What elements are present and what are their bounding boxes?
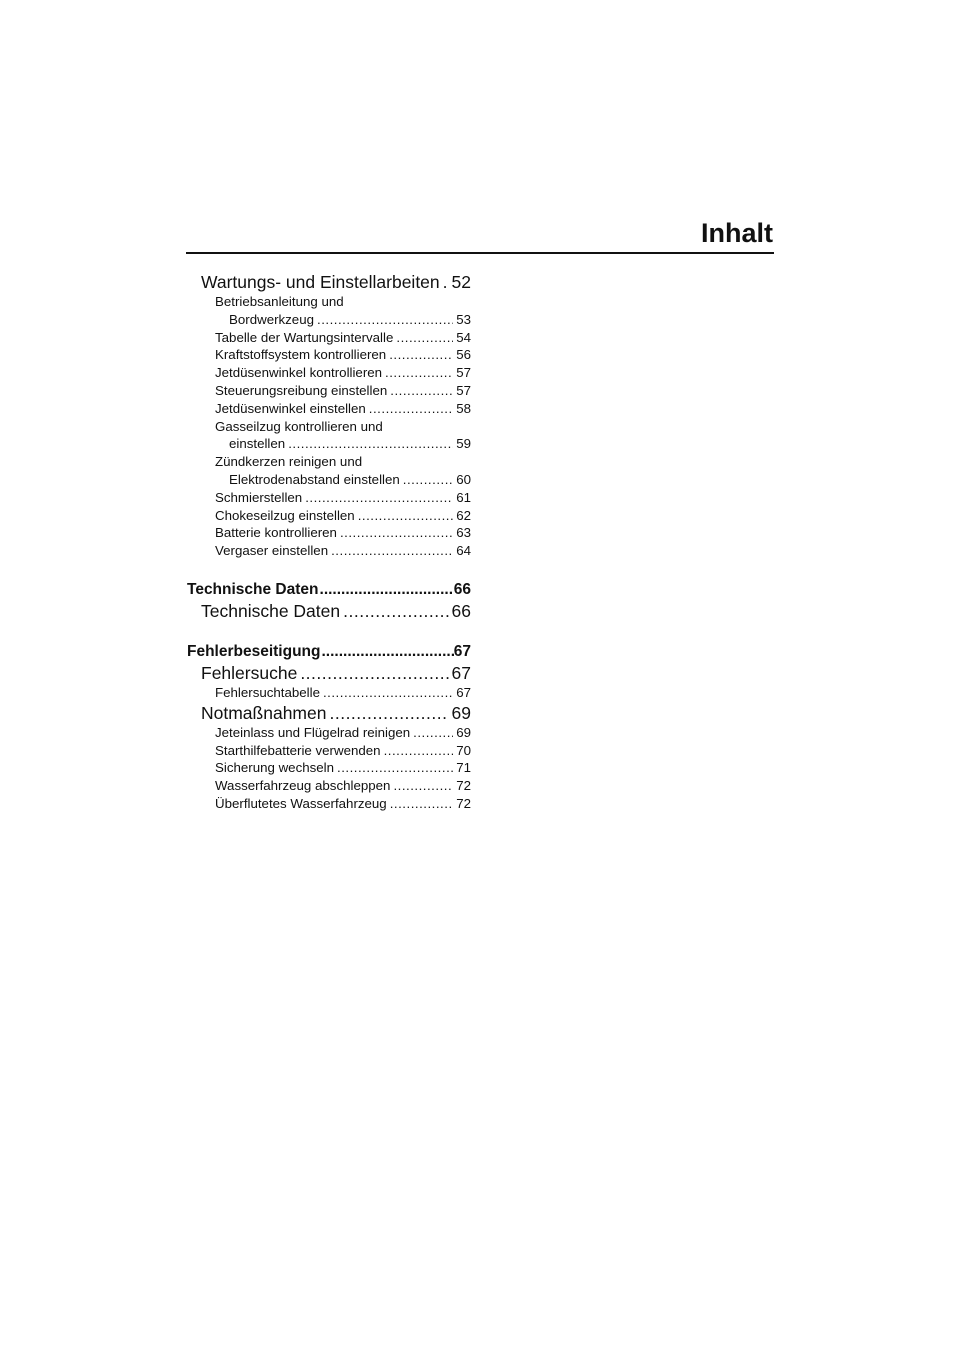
- toc-entry-title: Jeteinlass und Flügelrad reinigen: [215, 724, 411, 740]
- toc-page-number: 53: [456, 311, 471, 327]
- leader-dots: [393, 777, 453, 795]
- toc-chapter-title: Technische Daten: [187, 580, 319, 598]
- toc-entry-title: Chokeseilzug einstellen: [215, 507, 355, 523]
- toc-page-number: 60: [456, 471, 471, 487]
- toc-entry-title-line1: Zündkerzen reinigen und: [215, 454, 363, 470]
- toc-entry-title: Kraftstoffsystem kontrollieren: [215, 347, 387, 363]
- leader-dots: [343, 600, 448, 622]
- toc-entry-wartung[interactable]: [187, 271, 471, 293]
- toc-entry-title: Wartungs- und Einstellarbeiten: [201, 272, 440, 292]
- toc-page-number: 72: [456, 778, 471, 794]
- toc-page-number: 54: [456, 329, 471, 345]
- leader-dots: [443, 271, 449, 293]
- leader-dots: [320, 580, 454, 600]
- toc-entry-fehlersuche[interactable]: [187, 662, 471, 684]
- page-title: Inhalt: [701, 218, 773, 248]
- leader-dots: [389, 346, 453, 364]
- toc-entry-title: Wasserfahrzeug abschleppen: [215, 778, 391, 794]
- leader-dots: [305, 489, 453, 507]
- toc-entry-sicherung[interactable]: [187, 759, 471, 777]
- toc-entry-fehlersuchtabelle[interactable]: [187, 684, 471, 702]
- leader-dots: [385, 364, 453, 382]
- toc-entry-gasseilzug[interactable]: [187, 418, 471, 454]
- toc-entry-schmierstellen[interactable]: [187, 489, 471, 507]
- toc-entry-title: Fehlersuche: [201, 662, 298, 683]
- leader-dots: [288, 435, 453, 453]
- toc-entry-notmassnahmen[interactable]: [187, 702, 471, 724]
- toc-entry-zuendkerzen[interactable]: [187, 453, 471, 489]
- toc-page-number: 57: [456, 382, 471, 398]
- leader-dots: [322, 642, 454, 662]
- toc-entry-wartungsintervalle[interactable]: [187, 329, 471, 347]
- toc-entry-title: einstellen: [229, 436, 286, 452]
- toc-page-number: 62: [456, 507, 471, 523]
- toc-entry-technische-daten[interactable]: [187, 600, 471, 622]
- leader-dots: [358, 507, 454, 525]
- leader-dots: [396, 329, 453, 347]
- toc-entry-title: Bordwerkzeug: [229, 311, 314, 327]
- section-spacer: [187, 622, 471, 642]
- leader-dots: [403, 471, 453, 489]
- toc-entry-title: Überflutetes Wasserfahrzeug: [215, 795, 387, 811]
- leader-dots: [317, 311, 453, 329]
- toc-page-number: 67: [451, 662, 471, 683]
- toc-page-number: 70: [456, 742, 471, 758]
- toc-page-number: 67: [456, 684, 471, 700]
- leader-dots: [331, 542, 453, 560]
- toc-entry-jetduesenwinkel-einstellen[interactable]: [187, 400, 471, 418]
- section-spacer: [187, 560, 471, 580]
- toc-entry-kraftstoffsystem[interactable]: [187, 346, 471, 364]
- toc-page-number: 63: [456, 525, 471, 541]
- toc-page-number: 66: [453, 580, 471, 598]
- toc-chapter-technische-daten[interactable]: [187, 580, 471, 600]
- toc-page-number: 59: [456, 436, 471, 452]
- toc-entry-title: Notmaßnahmen: [201, 702, 327, 723]
- leader-dots: [413, 724, 453, 742]
- table-of-contents: [187, 271, 471, 813]
- leader-dots: [340, 524, 453, 542]
- toc-entry-jetduesenwinkel-kontrollieren[interactable]: [187, 364, 471, 382]
- toc-page-number: 67: [453, 642, 471, 660]
- toc-entry-title: Vergaser einstellen: [215, 543, 329, 559]
- toc-entry-batterie[interactable]: [187, 524, 471, 542]
- leader-dots: [337, 759, 453, 777]
- toc-page-number: 57: [456, 365, 471, 381]
- toc-entry-title: Schmierstellen: [215, 489, 303, 505]
- toc-page-number: 69: [451, 702, 471, 723]
- toc-entry-ueberflutet[interactable]: [187, 795, 471, 813]
- toc-entry-title: Jetdüsenwinkel einstellen: [215, 400, 366, 416]
- leader-dots: [390, 795, 453, 813]
- title-rule: [186, 252, 774, 254]
- leader-dots: [329, 702, 448, 724]
- toc-entry-abschleppen[interactable]: [187, 777, 471, 795]
- toc-entry-title: Fehlersuchtabelle: [215, 684, 320, 700]
- toc-page-number: 58: [456, 400, 471, 416]
- toc-entry-title: Starthilfebatterie verwenden: [215, 742, 381, 758]
- toc-chapter-fehlerbeseitigung[interactable]: [187, 642, 471, 662]
- toc-entry-title: Elektrodenabstand einstellen: [229, 471, 400, 487]
- toc-page-number: 52: [451, 272, 471, 292]
- toc-page-number: 61: [456, 489, 471, 505]
- toc-entry-title: Technische Daten: [201, 600, 341, 621]
- toc-chapter-title: Fehlerbeseitigung: [187, 642, 321, 660]
- toc-entry-title-line1: Gasseilzug kontrollieren und: [215, 418, 383, 434]
- toc-entry-jeteinlass[interactable]: [187, 724, 471, 742]
- toc-entry-title-line1: Betriebsanleitung und: [215, 294, 344, 309]
- toc-page-number: 56: [456, 347, 471, 363]
- toc-page-number: 64: [456, 543, 471, 559]
- toc-page-number: 72: [456, 795, 471, 811]
- toc-entry-title: Tabelle der Wartungsintervalle: [215, 329, 394, 345]
- leader-dots: [369, 400, 453, 418]
- leader-dots: [323, 684, 453, 702]
- toc-entry-title: Jetdüsenwinkel kontrollieren: [215, 365, 383, 381]
- toc-entry-bordwerkzeug[interactable]: [187, 293, 471, 329]
- leader-dots: [300, 662, 448, 684]
- toc-page-number: 69: [456, 724, 471, 740]
- toc-page-number: 66: [451, 600, 471, 621]
- toc-entry-title: Sicherung wechseln: [215, 760, 335, 776]
- toc-entry-chokeseilzug[interactable]: [187, 507, 471, 525]
- toc-entry-vergaser[interactable]: [187, 542, 471, 560]
- toc-entry-starthilfebatterie[interactable]: [187, 742, 471, 760]
- leader-dots: [390, 382, 453, 400]
- toc-entry-steuerungsreibung[interactable]: [187, 382, 471, 400]
- leader-dots: [384, 742, 454, 760]
- toc-entry-title: Steuerungsreibung einstellen: [215, 382, 388, 398]
- toc-entry-title: Batterie kontrollieren: [215, 525, 337, 541]
- toc-page-number: 71: [456, 760, 471, 776]
